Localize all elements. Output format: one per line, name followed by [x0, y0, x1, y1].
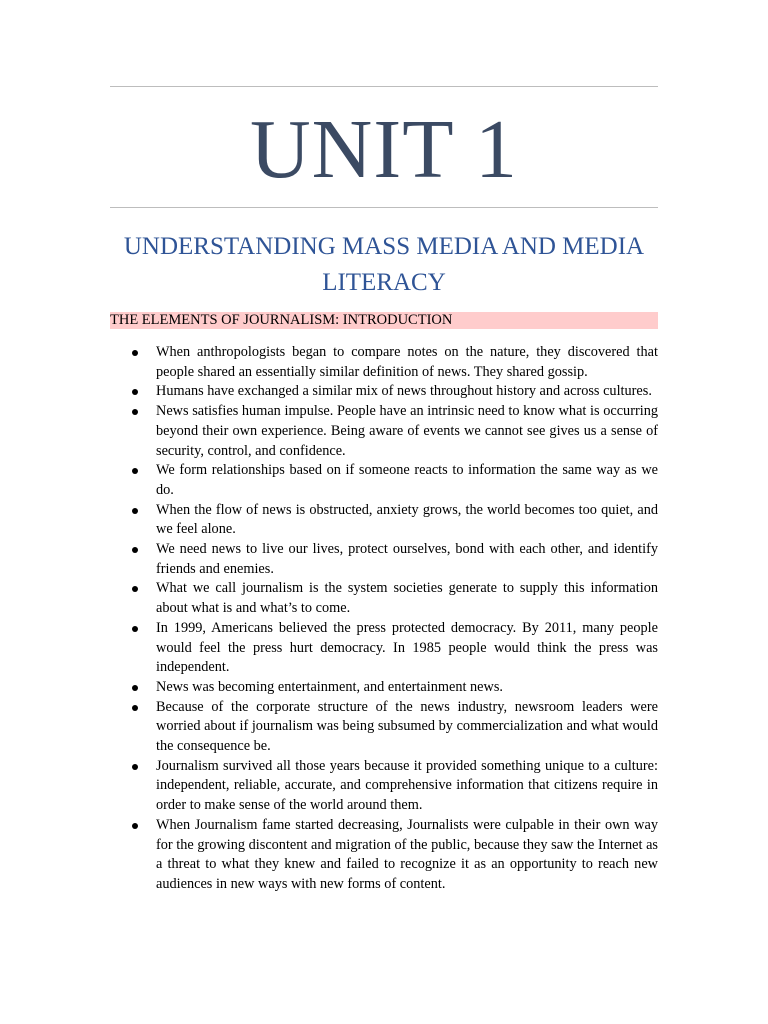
unit-title: UNIT 1	[249, 103, 519, 196]
bullet-icon	[132, 685, 138, 691]
subtitle-line-2: LITERACY	[322, 269, 446, 296]
bullet-icon	[132, 823, 138, 829]
bullet-text: When Journalism fame started decreasing, Journalists were culpable in their own way for the growing discontent and migration of the public, because they saw the Internet as a threat to what they knew and failed to recognize it as an opportunity to reach new audiences in new ways with new forms of content.	[156, 816, 658, 892]
bullet-icon	[132, 468, 138, 474]
bullet-item	[110, 501, 658, 540]
bullet-text: We form relationships based on if someone reacts to information the same way as we do.	[156, 462, 658, 498]
document-subtitle	[110, 229, 658, 301]
bullet-text: Journalism survived all those years because it provided something unique to a culture: independent, reliable, accurate, and comprehensive information that citizens require in order to make sense of the world around them.	[156, 757, 658, 814]
bullet-item	[110, 382, 658, 402]
bullet-icon	[132, 705, 138, 711]
bullet-icon	[132, 409, 138, 415]
bullet-icon	[132, 508, 138, 514]
bullet-text: News satisfies human impulse. People have an intrinsic need to know what is occurring beyond their own experience. Being aware of events we cannot see gives us a sense of security, control, and confidence.	[156, 403, 658, 459]
section-heading: THE ELEMENTS OF JOURNALISM: INTRODUCTION	[110, 312, 658, 329]
bullet-text: Because of the corporate structure of the news industry, newsroom leaders were worried about if journalism was being subsumed by commercialization and what would the consequence be.	[156, 698, 658, 755]
bullet-item	[110, 402, 658, 461]
bullet-icon	[132, 586, 138, 592]
bullet-icon	[132, 350, 138, 356]
bottom-divider	[110, 207, 658, 208]
bullet-item	[110, 461, 658, 500]
bullet-item	[110, 619, 658, 678]
bullet-list	[110, 343, 658, 895]
bullet-item	[110, 540, 658, 579]
bullet-text: When the flow of news is obstructed, anxiety grows, the world becomes too quiet, and we feel alone.	[156, 501, 658, 538]
bullet-text: In 1999, Americans believed the press protected democracy. By 2011, many people would feel the press hurt democracy. In 1985 people would think the press was independent.	[156, 619, 658, 676]
bullet-text: Humans have exchanged a similar mix of news throughout history and across cultures.	[156, 383, 652, 400]
bullet-item	[110, 816, 658, 895]
bullet-text: News was becoming entertainment, and entertainment news.	[156, 678, 503, 695]
bullet-text: We need news to live our lives, protect ourselves, bond with each other, and identify friends and enemies.	[156, 541, 658, 577]
bullet-item	[110, 579, 658, 618]
bullet-item	[110, 343, 658, 382]
bullet-item	[110, 757, 658, 816]
bullet-icon	[132, 389, 138, 395]
bullet-item	[110, 698, 658, 757]
bullet-icon	[132, 547, 138, 553]
bullet-item	[110, 678, 658, 698]
subtitle-line-1: UNDERSTANDING MASS MEDIA AND MEDIA	[123, 233, 645, 260]
bullet-text: What we call journalism is the system societies generate to supply this information about what is and what’s to come.	[156, 580, 658, 617]
bullet-text: When anthropologists began to compare notes on the nature, they discovered that people shared an essentially similar definition of news. They shared gossip.	[156, 344, 658, 380]
top-divider	[110, 86, 658, 87]
bullet-icon	[132, 764, 138, 770]
bullet-icon	[132, 626, 138, 632]
